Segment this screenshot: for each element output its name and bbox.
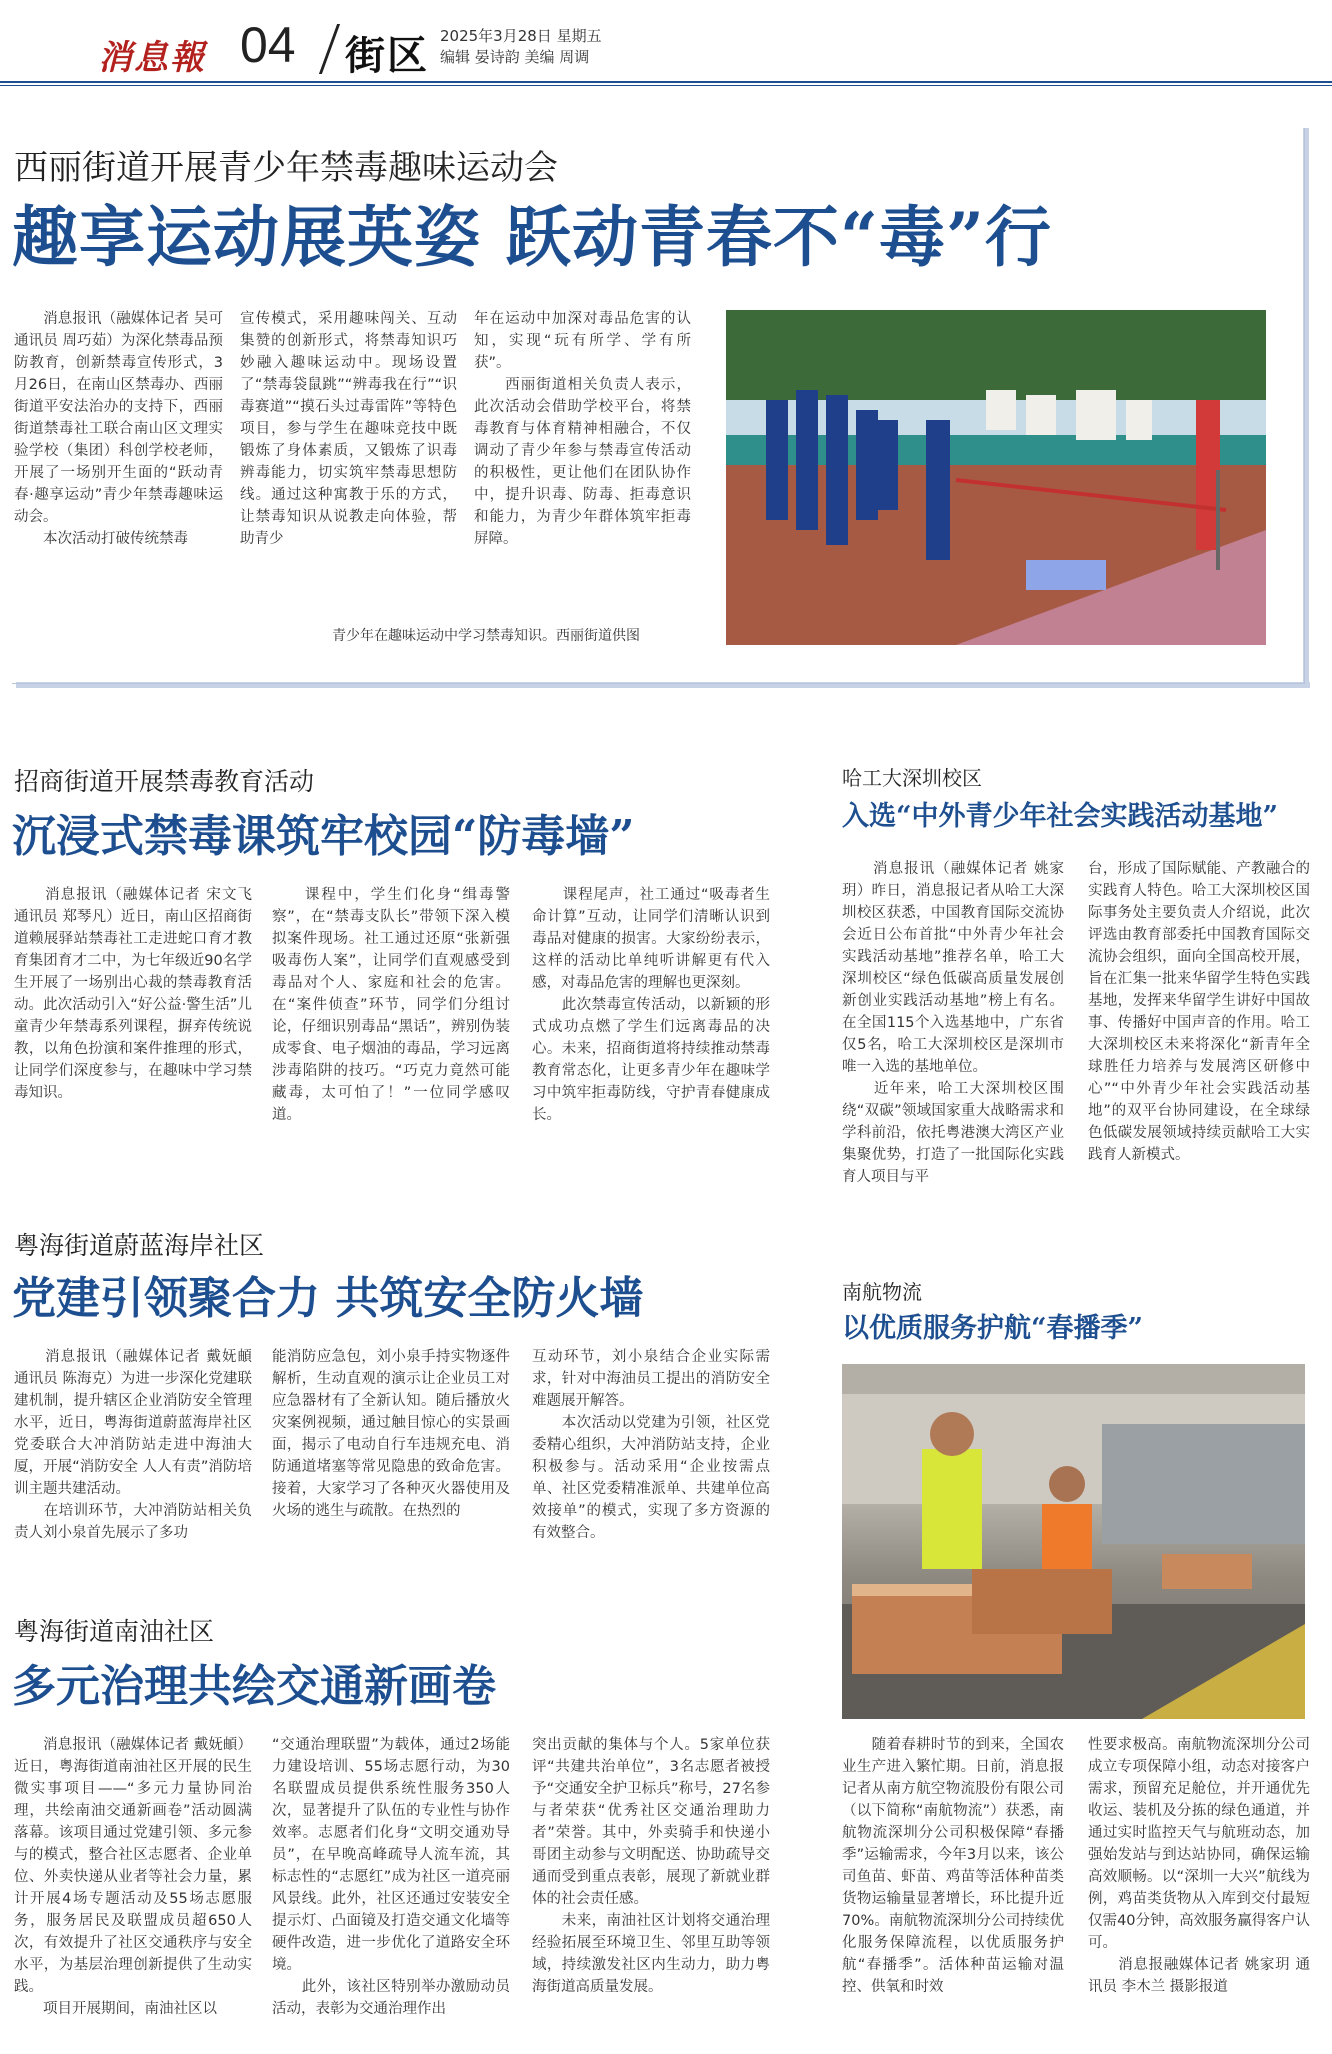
logistics-photo-illustration — [842, 1364, 1305, 1719]
story5-column-2: 性要求极高。南航物流深圳分公司成立专项保障小组，动态对接客户需求，预留充足舱位，并开通优先收运、装机及分拣的绿色通道，并通过实时监控天气与航班动态，加强始发站与到达站协同，确保运输高效顺畅。以“深圳一大兴”航线为例，鸡苗类货物从入库到交付最短仅需40分钟，高效服务赢得客户认可。 消息报融媒体记者 姚家玥 通讯员 李木兰 摄影报道 — [1088, 1737, 1310, 1995]
story6-column-3: 突出贡献的集体与个人。5家单位获评“共建共治单位”，3名志愿者被授予“交通安全护卫标兵”称号，27名参与者荣获“优秀社区交通治理助力者”荣誉。其中，外卖骑手和快递小哥团主动参与文明配送、协助疏导交通而受到重点表彰，展现了新就业群体的社会责任感。 未来，南油社区计划将交通治理经验拓展至环境卫生、邻里互助等领域，持续激发社区内生动力，助力粤海街道高质量发展。 — [532, 1737, 770, 1995]
lead-column-3: 年在运动中加深对毒品危害的认知，实现“玩有所学、学有所获”。 西丽街道相关负责人表示，此次活动会借助学校平台，将禁毒教育与体育精神相融合，不仅调动了青少年参与禁毒宣传活动的积极性，更让他们在团队协作中，提升识毒、防毒、拒毒意识和能力，为青少年群体筑牢拒毒屏障。 — [474, 311, 691, 547]
story5-headline: 以优质服务护航“春播季” — [842, 1313, 1144, 1344]
story4-column-1: 消息报讯（融媒体记者 戴妩頔 通讯员 陈海克）为进一步深化党建联建机制，提升辖区企业消防安全管理水平，近日，粤海街道蔚蓝海岸社区党委联合大冲消防站走进中海油大厦，开展“消防安全 人人有责”消防培训主题共建活动。 在培训环节，大冲消防站相关负责人刘小泉首先展示了多功 — [14, 1349, 252, 1541]
issue-date: 2025年3月28日 星期五 — [440, 27, 602, 45]
lead-photo-illustration — [726, 310, 1266, 645]
section-title: 街区 — [345, 33, 429, 79]
story6-column-2: “交通治理联盟”为载体，通过2场能力建设培训、55场志愿行动，为30名联盟成员提供系统性服务350人次，显著提升了队伍的专业性与协作效率。志愿者们化身“文明交通劝导员”，在早晚高峰疏导人流车流，其标志性的“志愿红”成为社区一道亮丽风景线。此外，社区还通过安装安全提示灯、凸面镜及打造交通文化墙等硬件改造，进一步优化了道路安全环境。 此外，该社区特别举办激励动员活动，表彰为交通治理作出 — [272, 1737, 510, 2017]
story3-kicker: 哈工大深圳校区 — [842, 766, 982, 790]
story6-column-1: 消息报讯（融媒体记者 戴妩頔）近日，粤海街道南油社区开展的民生微实事项目——“多元力量协同治理，共绘南油交通新画卷”活动圆满落幕。该项目通过党建引领、多元参与的模式，整合社区志愿者、企业单位、外卖快递从业者等社会力量，累计开展4场专题活动及55场志愿服务，服务居民及联盟成员超650人次，有效提升了社区交通秩序与安全水平，为基层治理创新提供了生动实践。 项目开展期间，南油社区以 — [14, 1737, 252, 2017]
story2-column-1: 消息报讯（融媒体记者 宋文飞 通讯员 郑琴凡）近日，南山区招商街道赖展驿站禁毒社工走进蛇口育才教育集团育才二中，为七年级近90名学生开展了一场别出心裁的禁毒教育活动。此次活动引入“好公益·警生活”儿童青少年禁毒系列课程，摒弃传统说教，以角色扮演和案件推理的形式，让同学们深度参与，在趣味中学习禁毒知识。 — [14, 887, 257, 1101]
masthead-rule — [0, 81, 1332, 83]
story3-column-1: 消息报讯（融媒体记者 姚家玥）昨日，消息报记者从哈工大深圳校区获悉，中国教育国际交流协会近日公布首批“中外青少年社会实践活动基地”推荐名单，哈工大深圳校区“绿色低碳高质量发展创新创业实践活动基地”榜上有名。在全国115个入选基地中，广东省仅5名，哈工大深圳校区是深圳市唯一入选的基地单位。 近年来，哈工大深圳校区围绕“双碳”领域国家重大战略需求和学科前沿，依托粤港澳大湾区产业集聚优势，打造了一批国际化实践育人项目与平 — [842, 861, 1064, 1185]
page-number: 04 — [240, 17, 296, 73]
editor-credits: 编辑 晏诗韵 美编 周调 — [440, 48, 590, 66]
story4-headline: 党建引领聚合力 共筑安全防火墙 — [12, 1273, 644, 1324]
lead-kicker: 西丽街道开展青少年禁毒趣味运动会 — [14, 148, 558, 188]
story5-kicker: 南航物流 — [842, 1280, 922, 1304]
masthead-divider — [319, 24, 340, 74]
story5-column-1: 随着春耕时节的到来，全国农业生产进入繁忙期。日前，消息报记者从南方航空物流股份有限公司（以下简称“南航物流”）获悉，南航物流深圳分公司积极保障“春播季”运输需求，今年3月以来，该公司鱼苗、虾苗、鸡苗等活体种苗类货物运输量显著增长，环比提升近70%。南航物流深圳分公司持续优化服务保障流程，以优质服务护航“春播季”。活体种苗运输对温控、供氧和时效 — [842, 1737, 1064, 1995]
story2-kicker: 招商街道开展禁毒教育活动 — [14, 767, 315, 796]
dateline — [440, 26, 602, 68]
story3-column-2: 台，形成了国际赋能、产教融合的实践育人特色。哈工大深圳校区国际事务处主要负责人介绍说，此次评选由教育部委托中国教育国际交流协会组织，面向全国高校开展，旨在汇集一批来华留学生特色实践基地，发挥来华留学生讲好中国故事、传播好中国声音的作用。哈工大深圳校区未来将深化“新青年全球胜任力培养与发展湾区研修中心”“中外青少年社会实践活动基地”的双平台协同建设，在全球绿色低碳发展领域持续贡献哈工大实践育人新模式。 — [1088, 861, 1310, 1163]
story3-headline: 入选“中外青少年社会实践活动基地” — [842, 801, 1279, 832]
lead-column-1: 消息报讯（融媒体记者 吴可 通讯员 周巧茹）为深化禁毒品预防教育，创新禁毒宣传形式，3月26日，在南山区禁毒办、西丽街道平安法治办的支持下，西丽街道禁毒社工联合南山区文理实验学校（集团）科创学校老师，开展了一场别开生面的“跃动青春·趣享运动”青少年禁毒趣味运动会。 本次活动打破传统禁毒 — [14, 311, 223, 547]
lead-photo-caption: 青少年在趣味运动中学习禁毒知识。西丽街道供图 — [332, 628, 640, 644]
story6-kicker: 粤海街道南油社区 — [14, 1617, 215, 1646]
story2-headline: 沉浸式禁毒课筑牢校园“防毒墙” — [12, 811, 635, 862]
newspaper-logo: 消息報 — [98, 38, 206, 78]
story2-column-2: 课程中，学生们化身“缉毒警察”，在“禁毒支队长”带领下深入模拟案件现场。社工通过还原“张新强吸毒伤人案”，让同学们直观感受到毒品对个人、家庭和社会的危害。在“案件侦查”环节，同学们分组讨论，仔细识别毒品“黑话”，辨别伪装成零食、电子烟油的毒品，学习远离涉毒陷阱的技巧。“巧克力竟然可能藏毒，太可怕了！”一位同学感叹道。 — [272, 887, 510, 1123]
story6-headline: 多元治理共绘交通新画卷 — [12, 1661, 496, 1712]
story4-column-2: 能消防应急包，刘小泉手持实物逐件解析，生动直观的演示让企业员工对应急器材有了全新认知。随后播放火灾案例视频，通过触目惊心的实景画面，揭示了电动自行车违规充电、消防通道堵塞等常见隐患的致命危害。接着，大家学习了各种灭火器使用及火场的逃生与疏散。在热烈的 — [272, 1349, 510, 1519]
lead-photo — [726, 310, 1266, 645]
logistics-photo — [842, 1364, 1305, 1719]
story4-column-3: 互动环节，刘小泉结合企业实际需求，针对中海油员工提出的消防安全难题展开解答。 本次活动以党建为引领，社区党委精心组织，大冲消防站支持，企业积极参与。活动采用“企业按需点单、社区党委精准派单、共建单位高效接单”的模式，实现了多方资源的有效整合。 — [532, 1349, 770, 1541]
lead-headline: 趣享运动展英姿 跃动青春不“毒”行 — [12, 198, 1052, 276]
lead-column-2: 宣传模式，采用趣味闯关、互动集赞的创新形式，将禁毒知识巧妙融入趣味运动中。现场设置了“禁毒袋鼠跳”“辨毒我在行”“识毒赛道”“摸石头过毒雷阵”等特色项目，参与学生在趣味竞技中既锻炼了身体素质，又锻炼了识毒辨毒能力，切实筑牢禁毒思想防线。通过这种寓教于乐的方式，让禁毒知识从说教走向体验，帮助青少 — [240, 311, 457, 547]
masthead-rule-thin — [0, 85, 1332, 86]
story2-column-3: 课程尾声，社工通过“吸毒者生命计算”互动，让同学们清晰认识到毒品对健康的损害。大家纷纷表示，这样的活动比单纯听讲解更有代入感，对毒品危害的理解也更深刻。 此次禁毒宣传活动，以新颖的形式成功点燃了学生们远离毒品的决心。未来，招商街道将持续推动禁毒教育常态化，让更多青少年在趣味学习中筑牢拒毒防线，守护青春健康成长。 — [532, 887, 770, 1123]
story4-kicker: 粤海街道蔚蓝海岸社区 — [14, 1231, 265, 1260]
